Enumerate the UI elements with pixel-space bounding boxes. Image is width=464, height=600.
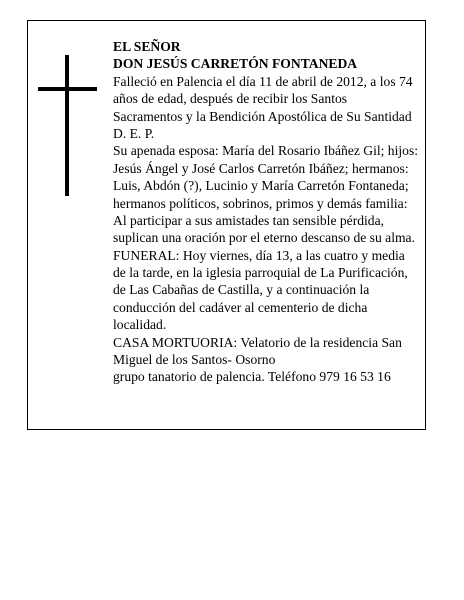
obituary-text [113,38,425,386]
deceased-name: DON JESÚS CARRETÓN FONTANEDA [113,56,358,72]
notice-line: Sacramentos y la Bendición Apostólica de Su Santidad [113,108,412,124]
notice-line: Falleció en Palencia el día 11 de abril de 2012, a los 74 [113,73,413,89]
cross-horizontal-bar [38,87,97,91]
notice-line: Al participar a sus amistades tan sensible pérdida, [113,212,385,228]
notice-line: Jesús Ángel y José Carlos Carretón Ibáñez; hermanos: [113,160,409,176]
notice-title: EL SEÑOR [113,39,181,54]
notice-line: Miguel de los Santos- Osorno [113,352,276,368]
notice-line: Luis, Abdón (?), Lucinio y María Carretón Fontaneda; [113,178,409,194]
cross-icon [38,55,98,196]
cross-vertical-bar [65,55,69,196]
notice-line: de Las Cabañas de Castilla, y a continuación la [113,282,370,298]
notice-line: D. E. P. [113,125,155,141]
notice-line: Su apenada esposa: María del Rosario Ibáñez Gil; hijos: [113,143,419,159]
notice-line: conducción del cadáver al cementerio de dicha [113,299,368,315]
notice-line: hermanos políticos, sobrinos, primos y demás familia: [113,195,408,211]
notice-line: CASA MORTUORIA: Velatorio de la residencia San [113,334,402,350]
notice-line: grupo tanatorio de palencia. Teléfono 979 16 53 16 [113,369,391,385]
notice-line: años de edad, después de recibir los Santos [113,91,348,107]
notice-line: suplican una oración por el eterno descanso de su alma. [113,230,415,246]
notice-line: de la tarde, en la iglesia parroquial de La Purificación, [113,265,408,281]
notice-line: FUNERAL: Hoy viernes, día 13, a las cuatro y media [113,247,405,263]
notice-line: localidad. [113,317,167,333]
